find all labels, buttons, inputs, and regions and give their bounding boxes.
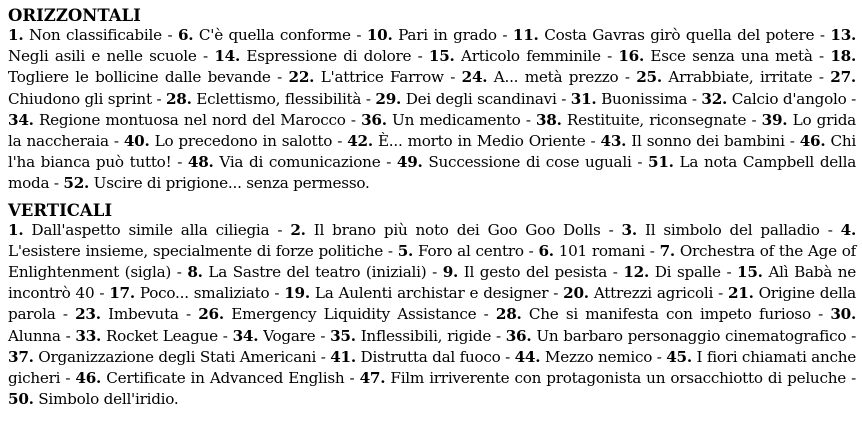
clue-text: L'esistere insieme, specialmente di forze politiche xyxy=(8,241,384,260)
clue-item xyxy=(636,68,812,86)
clue-number: 32. xyxy=(701,89,728,108)
clue-item xyxy=(214,47,411,65)
clue-number: 6. xyxy=(177,26,194,44)
clue-text: Non classificabile xyxy=(28,26,162,44)
clue-number: 46. xyxy=(75,369,102,388)
clue-text: Simbolo dell'iridio. xyxy=(38,390,179,409)
clue-text: I fiori chiamati anche gicheri xyxy=(8,347,857,388)
clue-text: C'è quella conforme xyxy=(198,26,351,44)
clue-list-orizzontali: 1. Non classificabile - 6. C'è quella conforme - 10. Pari in grado - 11. Costa Gavras girò quella del potere - 13. Negli asili e nelle scuole - 14. Espressione di dolore - 15. Articolo femminile - 16. Esce senza una metà - 18. Togliere le bollicine dalle bevande - 22. L'attrice Farrow - 24. A... metà prezzo - 25. Arrabbiate, irritate - 27. Chiudono gli sprint - 28. Eclettismo, flessibilità - 29. Dei degli scandinavi - 31. Buonissima - 32. Calcio d'angolo - 34. Regione montuosa nel nord del Marocco - 36. Un medicamento - 38. Restituite, riconsegnate - 39. Lo grida la naccheraia - 40. Lo precedono in salotto - 42. È... morto in Medio Oriente - 43. Il sonno dei bambini - 46. Chi l'ha bianca può tutto! - 48. Via di comunicazione - 49. Successione di cose uguali - 51. La nota Campbell della moda - 52. Uscire di prigione... senza permesso. xyxy=(8,26,857,193)
clue-number: 5. xyxy=(397,241,414,260)
clue-item xyxy=(429,47,601,65)
clue-number: 28. xyxy=(165,89,192,108)
clue-text: L'attrice Farrow xyxy=(320,68,444,87)
clue-number: 8. xyxy=(187,263,203,282)
clue-text: Distrutta dal fuoco xyxy=(360,347,501,366)
clue-item xyxy=(571,90,687,108)
clue-item xyxy=(290,221,600,239)
clue-number: 28. xyxy=(495,305,522,324)
clue-text: Il brano più noto dei Goo Goo Dolls xyxy=(313,220,601,239)
section-title-verticali: VERTICALI xyxy=(8,200,113,220)
clue-item xyxy=(75,369,344,387)
clue-text: Chi l'ha bianca può tutto! xyxy=(8,132,857,172)
clue-number: 22. xyxy=(288,68,315,87)
clue-text: Buonissima xyxy=(601,89,688,108)
clue-item xyxy=(397,153,632,171)
clue-number: 6. xyxy=(538,241,554,260)
clue-number: 35. xyxy=(330,326,356,345)
clue-item xyxy=(347,132,585,150)
clue-number: 4. xyxy=(840,220,857,239)
section-title-orizzontali: ORIZZONTALI xyxy=(8,6,141,25)
clue-text: Origine della parola xyxy=(8,284,856,324)
clue-text: Chiudono gli sprint xyxy=(8,89,152,108)
clue-number: 24. xyxy=(461,68,488,87)
clue-number: 12. xyxy=(623,263,650,282)
clue-text: Alì Babà ne incontrò 40 xyxy=(8,263,857,303)
clue-number: 48. xyxy=(187,153,214,172)
clue-number: 7. xyxy=(659,241,675,260)
clue-item xyxy=(8,26,162,44)
clue-number: 50. xyxy=(8,390,34,409)
clue-item xyxy=(515,348,653,366)
clue-number: 14. xyxy=(214,47,240,66)
clue-number: 33. xyxy=(75,326,102,345)
clue-item xyxy=(187,263,426,281)
clue-number: 20. xyxy=(563,284,589,303)
clue-number: 19. xyxy=(284,284,310,303)
clue-text: Regione montuosa nel nord del Marocco xyxy=(38,110,346,129)
clue-text: Mezzo nemico xyxy=(544,347,653,366)
clue-number: 30. xyxy=(830,305,857,324)
clue-text: 101 romani xyxy=(558,241,645,260)
clue-number: 49. xyxy=(396,153,423,172)
clue-item xyxy=(289,68,444,86)
clue-text: Arrabbiate, irritate xyxy=(668,68,813,87)
clue-item xyxy=(166,90,361,108)
clue-number: 23. xyxy=(75,305,101,324)
clue-item xyxy=(506,327,847,345)
clue-text: La Aulenti archistar e designer xyxy=(314,284,549,303)
clue-item xyxy=(8,348,316,366)
clue-number: 25. xyxy=(636,68,662,87)
clue-item xyxy=(360,369,846,387)
clue-number: 11. xyxy=(512,26,539,44)
clue-number: 31. xyxy=(570,89,597,108)
clue-item xyxy=(178,26,351,44)
clue-text: Togliere le bollicine dalle bevande xyxy=(8,68,271,87)
clue-text: La Sastre del teatro (iniziali) xyxy=(208,263,427,282)
clue-number: 18. xyxy=(830,47,857,66)
clue-number: 21. xyxy=(727,284,754,303)
clue-number: 42. xyxy=(347,132,373,151)
clue-item xyxy=(233,327,316,345)
clue-text: Dei degli scandinavi xyxy=(405,89,557,108)
clue-item xyxy=(109,284,269,302)
clue-text: Vogare xyxy=(263,326,316,345)
clue-number: 3. xyxy=(621,220,637,239)
clue-number: 15. xyxy=(737,263,763,282)
clue-text: Calcio d'angolo xyxy=(731,89,847,108)
clue-item xyxy=(513,26,814,44)
clue-number: 16. xyxy=(618,47,645,66)
clue-text: Eclettismo, flessibilità xyxy=(196,89,362,108)
clue-number: 43. xyxy=(600,132,627,151)
clue-text: Espressione di dolore xyxy=(246,47,412,66)
clue-item xyxy=(375,90,556,108)
clue-item xyxy=(330,348,500,366)
clue-text: Foro al centro xyxy=(417,241,524,260)
clue-number: 46. xyxy=(799,132,826,151)
clue-item xyxy=(75,305,179,323)
clue-number: 44. xyxy=(514,347,541,366)
clue-number: 17. xyxy=(109,284,135,303)
clue-item xyxy=(496,305,811,323)
clue-item xyxy=(124,132,332,150)
clue-text: Lo grida la naccheraia xyxy=(8,110,856,151)
clue-text: A... metà prezzo xyxy=(493,68,619,87)
clue-text: Dall'aspetto simile alla ciliegia xyxy=(31,220,270,239)
clue-number: 9. xyxy=(442,263,459,282)
clue-text: Che si manifesta con impeto furioso xyxy=(528,305,811,324)
clue-text: Orchestra of the Age of Enlightenment (sigla) xyxy=(8,241,856,282)
clue-number: 41. xyxy=(330,347,356,366)
clue-item xyxy=(8,221,269,239)
clue-item xyxy=(188,153,381,171)
clue-item xyxy=(563,284,713,302)
clue-number: 34. xyxy=(232,326,259,345)
clue-text: Costa Gavras girò quella del potere xyxy=(544,26,815,44)
clue-item xyxy=(330,327,491,345)
clue-item xyxy=(284,284,548,302)
clue-text: Inflessibili, rigide xyxy=(360,326,492,345)
clue-item xyxy=(8,390,178,408)
clue-item xyxy=(361,111,521,129)
clue-text: Attrezzi agricoli xyxy=(593,284,714,303)
clue-text: Un barbaro personaggio cinematografico xyxy=(536,326,847,345)
clue-list-verticali: 1. Dall'aspetto simile alla ciliegia - 2. Il brano più noto dei Goo Goo Dolls - 3. Il simbolo del palladio - 4. L'esistere insieme, specialmente di forze politiche - 5. Foro al centro - 6. 101 romani - 7. Orchestra of the Age of Enlightenment (sigla) - 8. La Sastre del teatro (iniziali) - 9. Il gesto del pesista - 12. Di spalle - 15. Alì Babà ne incontrò 40 - 17. Poco... smaliziato - 19. La Aulenti archistar e designer - 20. Attrezzi agricoli - 21. Origine della parola - 23. Imbevuta - 26. Emergency Liquidity Assistance - 28. Che si manifesta con impeto furioso - 30. Alunna - 33. Rocket League - 34. Vogare - 35. Inflessibili, rigide - 36. Un barbaro personaggio cinematografico - 37. Organizzazione degli Stati Americani - 41. Distrutta dal fuoco - 44. Mezzo nemico - 45. I fiori chiamati anche gicheri - 46. Certificate in Advanced English - 47. Film irriverente con protagonista un orsacchiotto di peluche - 50. Simbolo dell'iridio. xyxy=(8,220,857,409)
clue-item xyxy=(198,305,476,323)
clue-text: Rocket League xyxy=(106,326,218,345)
clue-text: Via di comunicazione xyxy=(219,153,381,172)
clue-number: 39. xyxy=(761,110,788,129)
clue-number: 15. xyxy=(428,47,455,66)
clue-number: 51. xyxy=(648,153,674,172)
clue-number: 29. xyxy=(375,89,402,108)
clue-text: Il gesto del pesista xyxy=(463,263,608,282)
clue-text: Di spalle xyxy=(654,263,721,282)
clue-item xyxy=(538,242,644,260)
clue-item xyxy=(623,263,720,281)
clue-item xyxy=(622,221,820,239)
clue-text: Pari in grado xyxy=(398,26,497,44)
clue-text: È... morto in Medio Oriente xyxy=(377,132,586,151)
clue-number: 47. xyxy=(359,369,386,388)
clue-text: Uscire di prigione... senza permesso. xyxy=(93,174,370,193)
clue-text: Alunna xyxy=(8,326,61,345)
clue-text: Film irriverente con protagonista un orsacchiotto di peluche xyxy=(390,369,846,388)
clue-number: 36. xyxy=(505,326,532,345)
clue-item xyxy=(701,90,846,108)
clue-text: Esce senza una metà xyxy=(650,47,813,66)
clue-text: Successione di cose uguali xyxy=(428,153,632,172)
clue-item xyxy=(75,327,218,345)
clue-number: 1. xyxy=(8,220,24,239)
clue-text: Organizzazione degli Stati Americani xyxy=(38,347,317,366)
clue-item xyxy=(618,47,812,65)
clue-number: 52. xyxy=(63,174,90,193)
clue-item xyxy=(601,132,785,150)
clue-item xyxy=(367,26,497,44)
clue-text: Il simbolo del palladio xyxy=(644,220,820,239)
clue-item xyxy=(63,174,369,192)
clue-number: 10. xyxy=(366,26,393,44)
clue-number: 36. xyxy=(361,110,387,129)
clue-number: 2. xyxy=(290,220,306,239)
clue-number: 13. xyxy=(830,26,857,44)
clue-text: Emergency Liquidity Assistance xyxy=(231,305,477,324)
clue-text: Articolo femminile xyxy=(460,47,601,66)
clue-text: Lo precedono in salotto xyxy=(154,132,333,151)
clue-number: 37. xyxy=(8,347,34,366)
clue-text: Imbevuta xyxy=(108,305,179,324)
clue-item xyxy=(398,242,524,260)
clue-text: Il sonno dei bambini xyxy=(631,132,785,151)
clue-text: Poco... smaliziato xyxy=(139,284,270,303)
clue-number: 27. xyxy=(830,68,856,87)
clue-item xyxy=(536,111,746,129)
clue-number: 40. xyxy=(123,132,150,151)
clue-text: Restituite, riconsegnate xyxy=(566,110,747,129)
clue-text: La nota Campbell della moda xyxy=(8,153,857,193)
clue-text: Certificate in Advanced English xyxy=(106,369,345,388)
clue-number: 34. xyxy=(8,110,34,129)
clue-number: 26. xyxy=(198,305,224,324)
clue-number: 38. xyxy=(535,110,562,129)
clue-text: Un medicamento xyxy=(392,110,521,129)
clue-number: 1. xyxy=(8,26,24,44)
clue-item xyxy=(462,68,619,86)
clue-item xyxy=(443,263,607,281)
clue-number: 45. xyxy=(666,347,692,366)
clue-text: Negli asili e nelle scuole xyxy=(8,47,197,66)
clue-item xyxy=(8,111,346,129)
